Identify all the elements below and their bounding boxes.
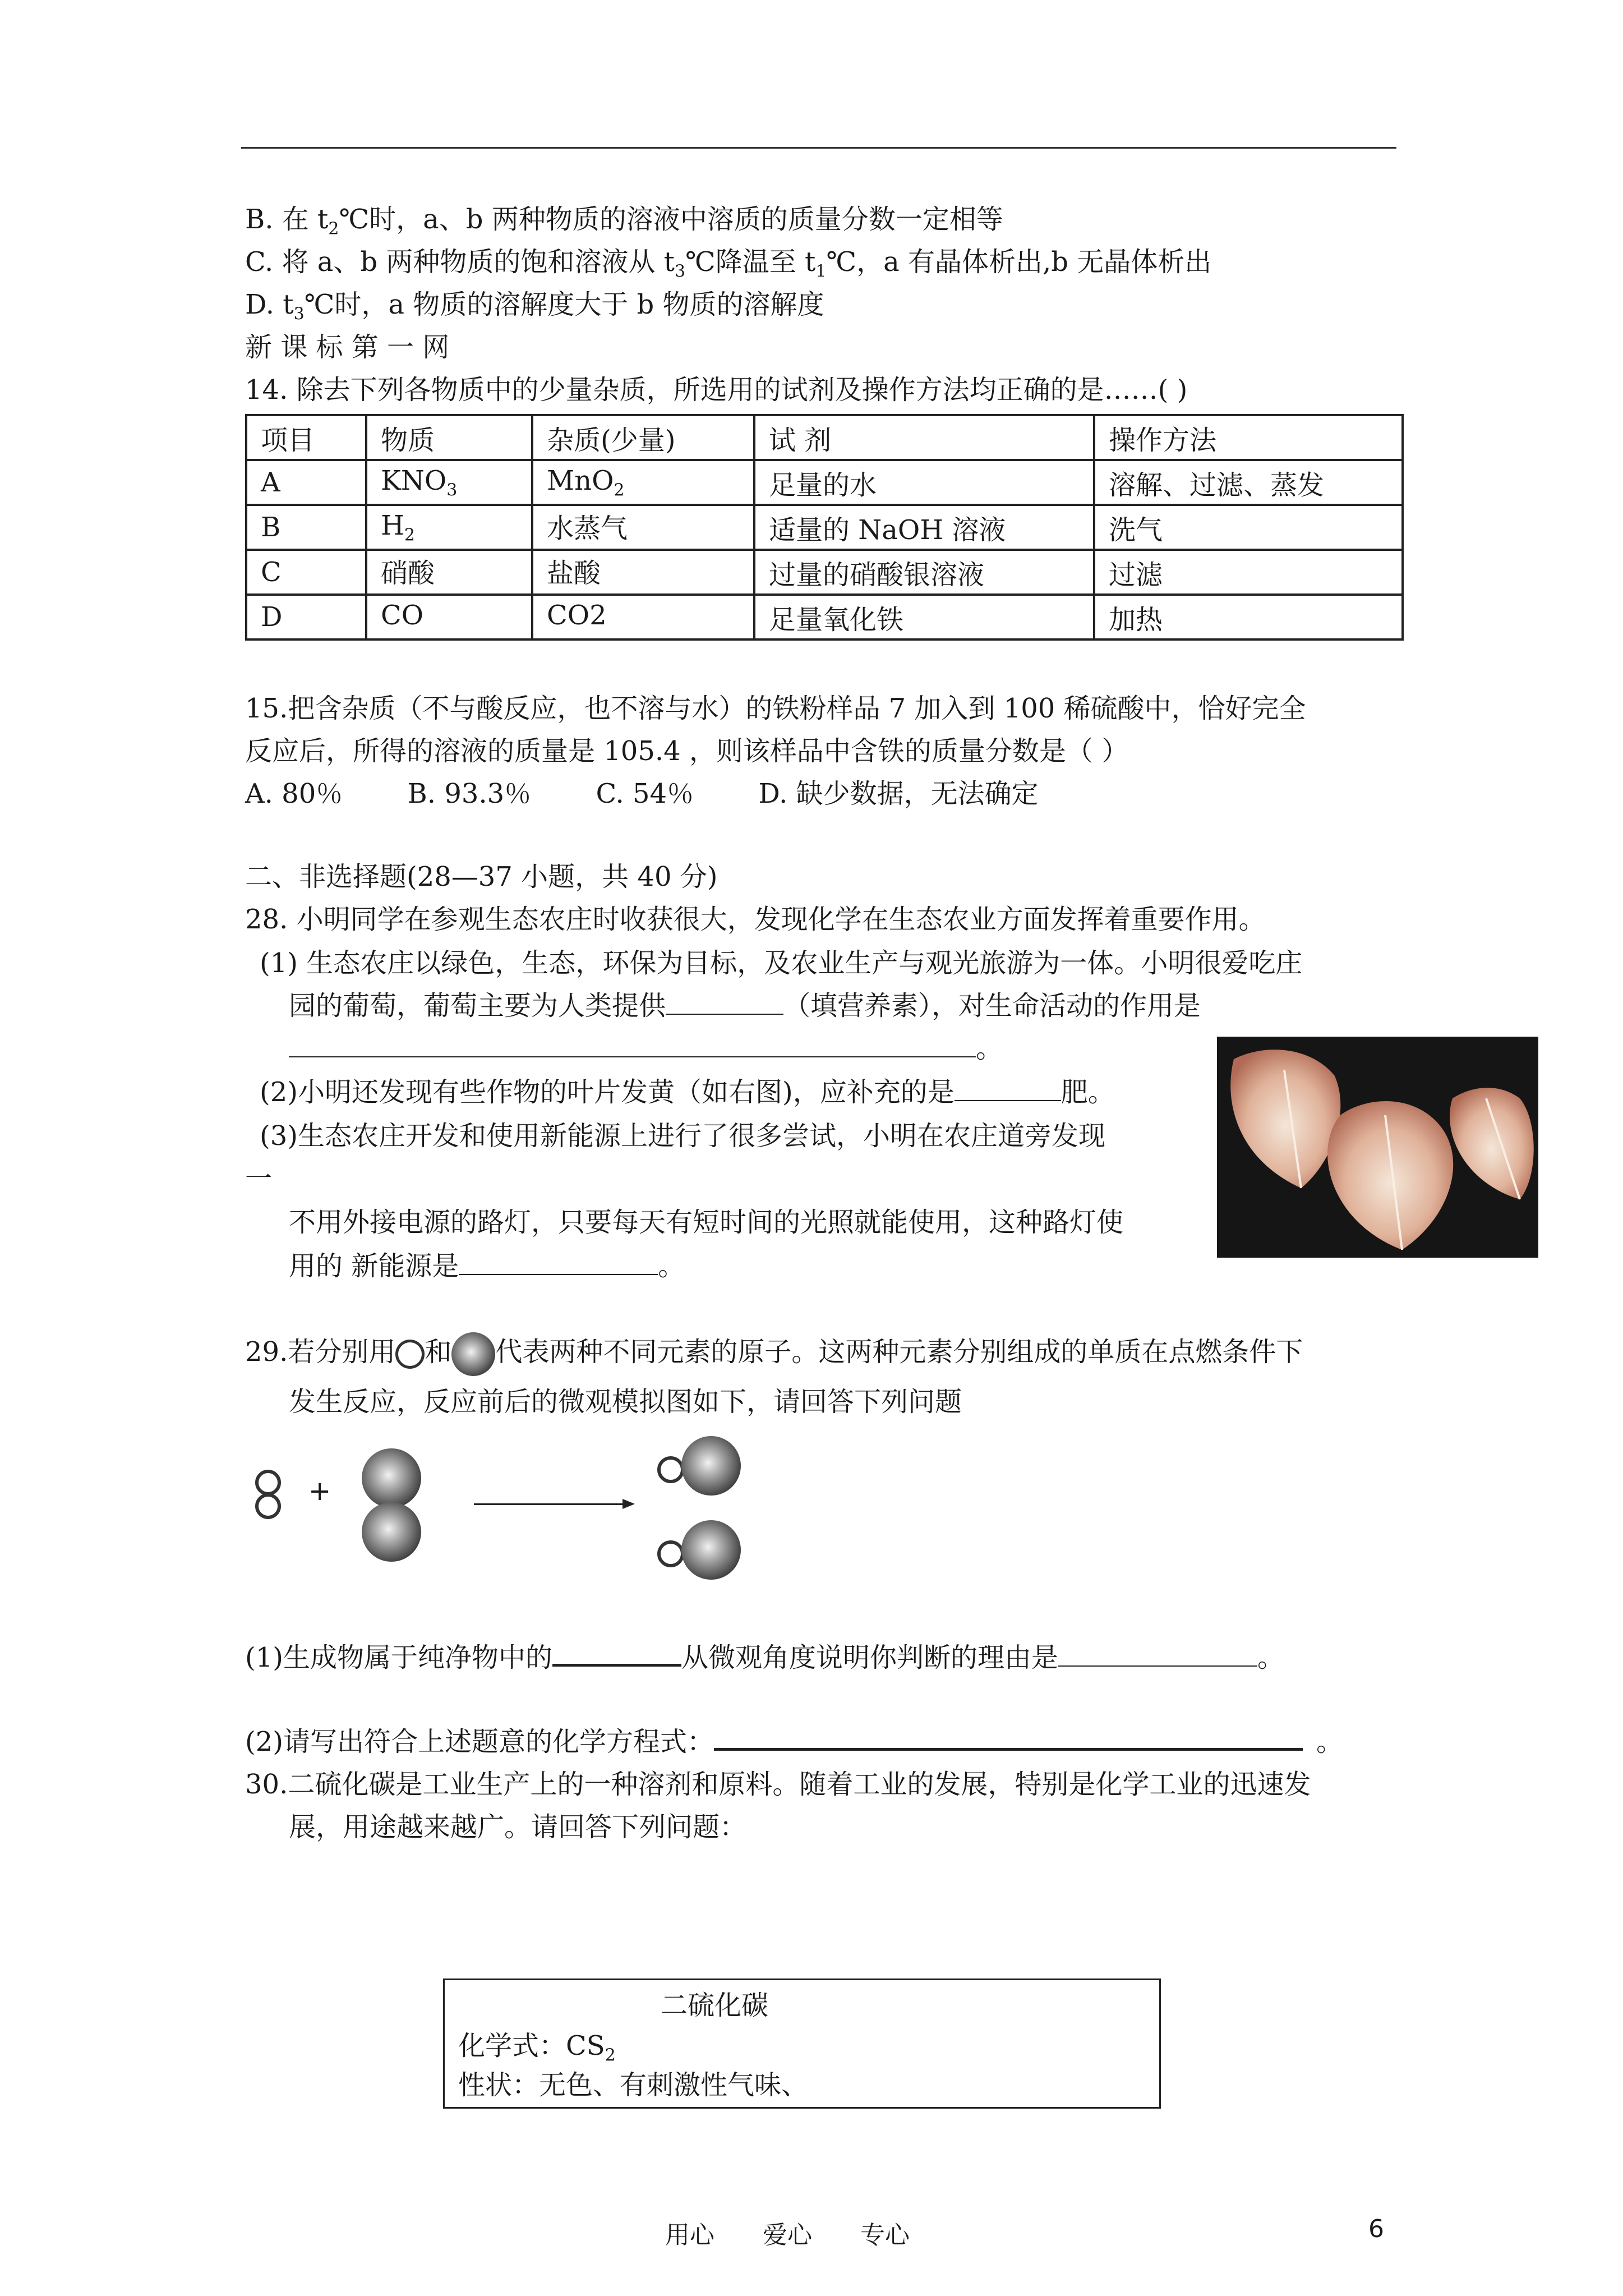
header-substance: 物质 xyxy=(366,415,532,460)
cell-impurity: 盐酸 xyxy=(532,550,754,595)
table-row xyxy=(246,460,1403,505)
cell-method: 溶解、过滤、蒸发 xyxy=(1094,460,1403,505)
white-atom-icon xyxy=(395,1340,425,1369)
q13-option-b: B. 在 $t_2℃$时，a、b 两种物质的溶液中溶质的质量分数一定相等 xyxy=(245,204,1003,239)
cell-method: 过滤 xyxy=(1094,550,1403,595)
q28-part3-line1: (3)生态农庄开发和使用新能源上进行了很多尝试，小明在农庄道旁发现 xyxy=(260,1120,1105,1152)
q15-option-b: B. 93.3％ xyxy=(407,778,532,809)
cell-substance: $KNO_3$ xyxy=(366,460,532,505)
answer-blank[interactable] xyxy=(714,1726,1303,1751)
dark-molecule-atom xyxy=(362,1502,421,1562)
box-property: 性状：无色、有刺激性气味、 xyxy=(458,2069,809,2101)
table-header-row xyxy=(246,415,1403,460)
q28-part3-line4: 用的 新能源是 。 xyxy=(289,1250,685,1282)
cell-item: C xyxy=(246,550,366,595)
q28-part1-line1: (1) 生态农庄以绿色，生态，环保为目标，及农业生产与观光旅游为一体。小明很爱吃庄 xyxy=(260,947,1303,979)
cell-method: 加热 xyxy=(1094,595,1403,639)
cell-substance: 硝酸 xyxy=(366,550,532,595)
q15-options xyxy=(245,774,1039,813)
q29-stem-line2: 发生反应，反应前后的微观模拟图如下，请回答下列问题 xyxy=(289,1386,962,1418)
cell-item: B xyxy=(246,505,366,550)
leaf-illustration xyxy=(1217,1037,1538,1258)
box-title: 二硫化碳 xyxy=(661,1990,769,2021)
reaction-arrow xyxy=(474,1503,625,1505)
q13-option-d: D. $t_3℃$时，a 物质的溶解度大于 b 物质的溶解度 xyxy=(245,289,824,324)
cell-substance: $H_2$ xyxy=(366,505,532,550)
header-impurity: 杂质(少量) xyxy=(532,415,754,460)
table-row xyxy=(246,595,1403,639)
cell-impurity: CO2 xyxy=(532,595,754,639)
q15-line1: 15.把含杂质（不与酸反应，也不溶与水）的铁粉样品 7 加入到 100 稀硫酸中，恰好完全 xyxy=(245,693,1306,724)
cell-substance: CO xyxy=(366,595,532,639)
white-molecule-atom xyxy=(255,1493,281,1519)
cell-item: A xyxy=(246,460,366,505)
answer-blank[interactable] xyxy=(955,1078,1061,1101)
footer-slogan-2: 爱心 xyxy=(763,2221,812,2249)
cell-item: D xyxy=(246,595,366,639)
plus-sign: + xyxy=(308,1475,331,1507)
q29-part2: (2)请写出符合上述题意的化学方程式： 。 xyxy=(245,1726,1344,1757)
cell-reagent: 足量氧化铁 xyxy=(754,595,1094,639)
section-title: 二、非选择题(28—37 小题，共 40 分) xyxy=(245,861,718,892)
product-white-atom xyxy=(657,1540,684,1567)
product-dark-atom xyxy=(681,1520,741,1580)
answer-blank[interactable] xyxy=(552,1641,681,1667)
leaf-photo xyxy=(1217,1037,1538,1258)
table-row xyxy=(246,550,1403,595)
answer-blank[interactable] xyxy=(666,991,783,1015)
answer-blank[interactable] xyxy=(289,1034,976,1057)
q28-part3-line3: 不用外接电源的路灯，只要每天有短时间的光照就能使用，这种路灯使 xyxy=(289,1207,1124,1238)
reaction-arrow-head xyxy=(623,1499,635,1509)
cell-impurity: MnO$_2$ xyxy=(532,460,754,505)
answer-blank[interactable] xyxy=(459,1251,658,1275)
dark-atom-icon xyxy=(451,1332,495,1376)
q29-part1: (1)生成物属于纯净物中的 从微观角度说明你判断的理由是 。 xyxy=(245,1642,1285,1673)
cell-impurity: 水蒸气 xyxy=(532,505,754,550)
product-dark-atom xyxy=(681,1436,741,1496)
cell-reagent: 过量的硝酸银溶液 xyxy=(754,550,1094,595)
footer-slogan-1: 用心 xyxy=(665,2221,714,2249)
footer-slogan-3: 专心 xyxy=(860,2221,910,2249)
white-molecule-atom xyxy=(255,1470,281,1496)
q14-table xyxy=(245,414,1404,641)
cs2-info-box xyxy=(443,1978,1161,2109)
table-row xyxy=(246,505,1403,550)
reaction-diagram xyxy=(241,1436,746,1582)
answer-blank[interactable] xyxy=(1058,1643,1257,1667)
header-rule xyxy=(241,147,1396,149)
q30-line2: 展，用途越来越广。请回答下列问题： xyxy=(289,1811,747,1843)
q13-option-c: C. 将 a、b 两种物质的饱和溶液从 $t_3℃$降温至 $t_1℃$，a 有晶体析出,b 无晶体析出 xyxy=(245,246,1212,282)
cell-reagent: 适量的 NaOH 溶液 xyxy=(754,505,1094,550)
q29-stem: 29.若分别用 和 代表两种不同元素的原子。这两种元素分别组成的单质在点燃条件下 xyxy=(245,1329,1303,1376)
q15-line2: 反应后，所得的溶液的质量是 105.4 ，则该样品中含铁的质量分数是（ ） xyxy=(245,735,1129,767)
header-item: 项目 xyxy=(246,415,366,460)
q15-option-d: D. 缺少数据，无法确定 xyxy=(758,778,1039,809)
watermark-text: 新 课 标 第 一 网 xyxy=(245,332,450,363)
dark-molecule-atom xyxy=(362,1448,421,1508)
q28-part2: (2)小明还发现有些作物的叶片发黄（如右图)，应补充的是 肥。 xyxy=(260,1076,1115,1108)
page-number: 6 xyxy=(1368,2215,1384,2243)
header-reagent: 试 剂 xyxy=(754,415,1094,460)
q15-option-c: C. 54％ xyxy=(596,778,694,809)
q28-part3-line2: 一 xyxy=(245,1163,273,1194)
q30-line1: 30.二硫化碳是工业生产上的一种溶剂和原料。随着工业的发展，特别是化学工业的迅速发 xyxy=(245,1769,1311,1800)
cell-reagent: 足量的水 xyxy=(754,460,1094,505)
q14-stem: 14. 除去下列各物质中的少量杂质，所选用的试剂及操作方法均正确的是……( ) xyxy=(245,374,1188,406)
product-white-atom xyxy=(657,1456,684,1483)
q28-part1-line3: 。 xyxy=(289,1029,1003,1068)
q15-option-a: A. 80％ xyxy=(245,778,343,809)
q28-stem: 28. 小明同学在参观生态农庄时收获很大，发现化学在生态农业方面发挥着重要作用。 xyxy=(245,904,1266,935)
box-formula: 化学式：$CS_2$ xyxy=(458,2030,616,2065)
cell-method: 洗气 xyxy=(1094,505,1403,550)
q28-part1-line2: 园的葡萄，葡萄主要为人类提供 （填营养素），对生命活动的作用是 xyxy=(289,990,1201,1022)
header-method: 操作方法 xyxy=(1094,415,1403,460)
